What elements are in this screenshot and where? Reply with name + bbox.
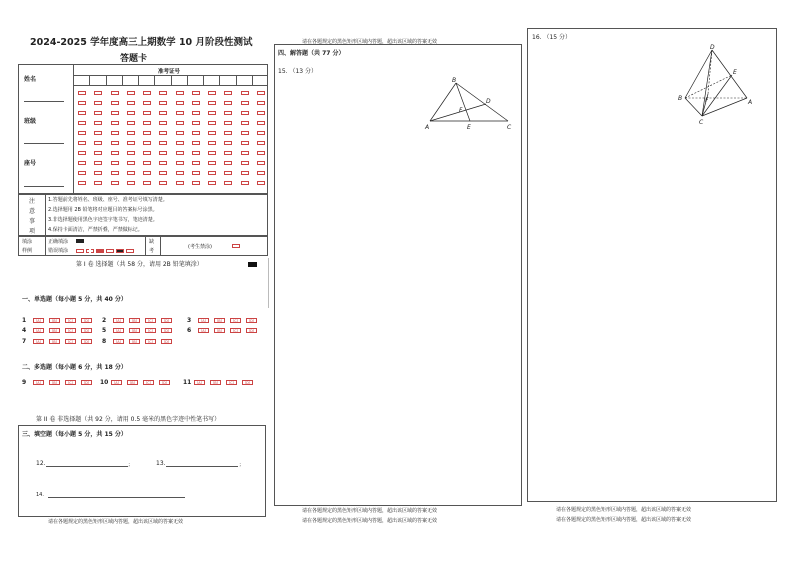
option-bubble-d[interactable]: [D]	[159, 380, 170, 385]
tetrahedron-figure-q16	[675, 42, 755, 127]
exam-digit-bubble[interactable]	[94, 111, 102, 115]
exam-digit-bubble[interactable]	[143, 181, 151, 185]
fill-in-box	[18, 425, 266, 517]
segment-be	[456, 83, 470, 121]
option-bubble-a[interactable]: [A]	[33, 318, 44, 323]
exam-digit-bubble[interactable]	[127, 171, 135, 175]
exam-digit-bubble[interactable]	[143, 151, 151, 155]
option-bubble-c[interactable]: [C]	[145, 339, 156, 344]
exam-digit-bubble[interactable]	[241, 161, 249, 165]
exam-digit-bubble[interactable]	[208, 181, 216, 185]
exam-digit-bubble[interactable]	[176, 91, 184, 95]
exam-digit-bubble[interactable]	[192, 131, 200, 135]
option-bubble-c[interactable]: [C]	[65, 380, 76, 385]
option-bubble-a[interactable]: [A]	[33, 339, 44, 344]
option-bubble-c[interactable]: [C]	[65, 339, 76, 344]
exam-digit-bubble[interactable]	[192, 171, 200, 175]
exam-digit-bubble[interactable]	[111, 151, 119, 155]
exam-digit-bubble[interactable]	[159, 91, 167, 95]
warning-text: 请在各题规定的黑色矩形区域内答题，超出该区域的答案无效	[302, 508, 438, 514]
q16-label: 16. （15 分）	[532, 34, 571, 41]
exam-digit-bubble[interactable]	[94, 131, 102, 135]
option-bubble-d[interactable]: [D]	[246, 328, 257, 333]
exam-digit-bubble[interactable]	[143, 101, 151, 105]
option-bubble-d[interactable]: [D]	[81, 380, 92, 385]
exam-digit-bubble[interactable]	[94, 141, 102, 145]
point-label: B	[678, 95, 683, 102]
exam-digit-bubble[interactable]	[159, 121, 167, 125]
wrong-fill-sample	[96, 249, 104, 253]
absent-bubble[interactable]	[232, 244, 240, 248]
exam-digit-bubble[interactable]	[208, 131, 216, 135]
exam-digit-bubble[interactable]	[176, 161, 184, 165]
exam-digit-bubble[interactable]	[241, 181, 249, 185]
option-bubble-b[interactable]: [B]	[214, 328, 225, 333]
option-bubble-a[interactable]: [A]	[113, 339, 124, 344]
option-bubble-b[interactable]: [B]	[127, 380, 138, 385]
exam-digit-bubble[interactable]	[257, 151, 265, 155]
exam-digit-bubble[interactable]	[224, 161, 232, 165]
exam-digit-bubble[interactable]	[224, 91, 232, 95]
correct-fill-sample	[76, 239, 84, 243]
option-bubble-c[interactable]: [C]	[143, 380, 154, 385]
option-bubble-a[interactable]: [A]	[33, 328, 44, 333]
exam-digit-bubble[interactable]	[208, 121, 216, 125]
exam-digit-bubble[interactable]	[176, 181, 184, 185]
q15-label: 15. （13 分）	[278, 68, 317, 75]
exam-digit-bubble[interactable]	[224, 111, 232, 115]
note-item: 1.答题前先将姓名、班级、座号、准考证号填写清楚。	[48, 197, 168, 203]
exam-digit-bubble[interactable]	[143, 91, 151, 95]
fill-in-heading: 三、填空题（每小题 5 分，共 15 分）	[22, 431, 127, 438]
exam-digit-bubble[interactable]	[78, 141, 86, 145]
exam-number-label: 准考证号	[158, 69, 181, 75]
exam-digit-bubble[interactable]	[111, 91, 119, 95]
exam-digit-bubble[interactable]	[176, 101, 184, 105]
exam-digit-bubble[interactable]	[241, 111, 249, 115]
exam-digit-bubble[interactable]	[78, 161, 86, 165]
option-bubble-a[interactable]: [A]	[194, 380, 205, 385]
point-label: C	[699, 119, 704, 126]
option-bubble-b[interactable]: [B]	[49, 380, 60, 385]
exam-digit-bubble[interactable]	[78, 101, 86, 105]
exam-digit-bubble[interactable]	[241, 131, 249, 135]
wrong-fill-sample	[106, 249, 114, 253]
correct-fill-label: 正确填涂	[48, 239, 69, 245]
q13-answer-line[interactable]	[166, 466, 238, 467]
exam-digit-bubble[interactable]	[127, 161, 135, 165]
exam-digit-bubble[interactable]	[257, 171, 265, 175]
exam-digit-bubble[interactable]	[94, 181, 102, 185]
point-label: C	[507, 124, 512, 131]
exam-digit-bubble[interactable]	[78, 111, 86, 115]
edge-bc	[685, 98, 702, 116]
point-label: D	[710, 44, 715, 51]
question-number: 1	[22, 317, 27, 324]
exam-digit-bubble[interactable]	[208, 151, 216, 155]
exam-digit-bubble[interactable]	[257, 101, 265, 105]
notes-side-4: 项	[29, 228, 36, 235]
option-bubble-d[interactable]: [D]	[161, 318, 172, 323]
option-bubble-b[interactable]: [B]	[129, 318, 140, 323]
exam-digit-bubble[interactable]	[111, 101, 119, 105]
exam-digit-bubble[interactable]	[159, 151, 167, 155]
option-bubble-a[interactable]: [A]	[113, 318, 124, 323]
option-bubble-b[interactable]: [B]	[49, 328, 60, 333]
exam-digit-bubble[interactable]	[111, 171, 119, 175]
option-bubble-c[interactable]: [C]	[226, 380, 237, 385]
q13-label: 13.	[156, 460, 166, 467]
exam-digit-bubble[interactable]	[111, 161, 119, 165]
exam-digit-bubble[interactable]	[94, 171, 102, 175]
option-bubble-c[interactable]: [C]	[230, 328, 241, 333]
option-bubble-b[interactable]: [B]	[49, 318, 60, 323]
exam-digit-bubble[interactable]	[127, 91, 135, 95]
option-bubble-a[interactable]: [A]	[198, 328, 209, 333]
note-item: 3.非选择题使用黑色字迹签字笔书写，笔迹清楚。	[48, 217, 158, 223]
option-bubble-b[interactable]: [B]	[210, 380, 221, 385]
exam-digit-bubble[interactable]	[192, 161, 200, 165]
exam-digit-bubble[interactable]	[241, 101, 249, 105]
exam-digit-bubble[interactable]	[143, 131, 151, 135]
q13-end-mark: ；	[239, 462, 245, 468]
q12-answer-line[interactable]	[46, 466, 128, 467]
segment-ad	[430, 104, 486, 121]
exam-digit-bubble[interactable]	[257, 141, 265, 145]
locator-mark	[248, 262, 257, 267]
exam-digit-bubble[interactable]	[159, 181, 167, 185]
q14-label: 14.	[36, 492, 44, 498]
edge-bc	[456, 83, 508, 121]
warning-text: 请在各题规定的黑色矩形区域内答题，超出该区域的答案无效	[556, 517, 692, 523]
point-label: B	[452, 77, 457, 84]
absent-label-2: 考	[149, 248, 155, 254]
edge-db	[685, 50, 712, 98]
exam-digit-bubble[interactable]	[94, 161, 102, 165]
exam-digit-bubble[interactable]	[111, 131, 119, 135]
option-bubble-c[interactable]: [C]	[65, 328, 76, 333]
exam-digit-bubble[interactable]	[208, 141, 216, 145]
exam-digit-bubble[interactable]	[192, 91, 200, 95]
seat-label: 座号	[24, 160, 37, 167]
question-number: 5	[102, 327, 107, 334]
option-bubble-a[interactable]: [A]	[198, 318, 209, 323]
option-bubble-a[interactable]: [A]	[33, 380, 44, 385]
edge-dc	[702, 50, 712, 116]
exam-digit-bubble[interactable]	[143, 161, 151, 165]
exam-grid-divider	[122, 75, 123, 85]
notes-side-3: 事	[29, 218, 36, 225]
exam-digit-bubble[interactable]	[143, 111, 151, 115]
exam-digit-bubble[interactable]	[257, 121, 265, 125]
exam-digit-bubble[interactable]	[192, 111, 200, 115]
warning-text: 请在各题规定的黑色矩形区域内答题，超出该区域的答案无效	[302, 39, 438, 45]
option-bubble-c[interactable]: [C]	[65, 318, 76, 323]
exam-digit-bubble[interactable]	[208, 161, 216, 165]
part2-heading: 第 II 卷 非选择题（共 92 分，请用 0.5 毫米的黑色字迹中性笔书写）	[36, 416, 221, 423]
exam-digit-bubble[interactable]	[224, 101, 232, 105]
option-bubble-a[interactable]: [A]	[113, 328, 124, 333]
exam-digit-bubble[interactable]	[78, 171, 86, 175]
absent-note: (考生禁涂)	[188, 244, 212, 250]
exam-digit-bubble[interactable]	[127, 121, 135, 125]
exam-digit-bubble[interactable]	[111, 111, 119, 115]
answer-sheet-subtitle: 答题卡	[120, 54, 148, 64]
exam-digit-bubble[interactable]	[143, 171, 151, 175]
q14-answer-line[interactable]	[48, 497, 185, 498]
exam-digit-bubble[interactable]	[241, 151, 249, 155]
part1-heading: 第 I 卷 选择题（共 58 分，请用 2B 铅笔填涂）	[76, 261, 203, 268]
exam-digit-bubble[interactable]	[159, 111, 167, 115]
exam-digit-bubble[interactable]	[78, 181, 86, 185]
point-label: F	[705, 97, 709, 104]
exam-digit-bubble[interactable]	[159, 171, 167, 175]
exam-grid-divider	[252, 75, 253, 85]
warning-text: 请在各题规定的黑色矩形区域内答题，超出该区域的答案无效	[556, 507, 692, 513]
option-bubble-d[interactable]: [D]	[81, 339, 92, 344]
exam-digit-bubble[interactable]	[94, 101, 102, 105]
exam-digit-bubble[interactable]	[94, 121, 102, 125]
option-bubble-b[interactable]: [B]	[129, 339, 140, 344]
question-number: 7	[22, 338, 27, 345]
class-field[interactable]	[24, 143, 64, 144]
exam-digit-bubble[interactable]	[127, 131, 135, 135]
wrong-fill-sample	[126, 249, 134, 253]
warning-text: 请在各题规定的黑色矩形区域内答题，超出该区域的答案无效	[302, 518, 438, 524]
exam-digit-bubble[interactable]	[208, 111, 216, 115]
point-label: E	[733, 69, 737, 76]
wrong-fill-sample	[116, 249, 124, 253]
class-label: 班级	[24, 118, 37, 125]
point-label: D	[486, 98, 491, 105]
solution-heading: 四、解答题（共 77 分）	[278, 50, 345, 57]
question-number: 3	[187, 317, 192, 324]
option-bubble-c[interactable]: [C]	[145, 318, 156, 323]
exam-digit-bubble[interactable]	[192, 141, 200, 145]
notes-side-2: 意	[29, 208, 36, 215]
exam-digit-bubble[interactable]	[241, 141, 249, 145]
exam-digit-bubble[interactable]	[111, 141, 119, 145]
exam-digit-bubble[interactable]	[111, 181, 119, 185]
wrong-fill-label: 错误填涂	[48, 248, 69, 254]
option-bubble-b[interactable]: [B]	[129, 328, 140, 333]
option-bubble-d[interactable]: [D]	[161, 328, 172, 333]
exam-digit-bubble[interactable]	[257, 111, 265, 115]
multi-choice-heading: 二、多选题（每小题 6 分，共 18 分）	[22, 364, 127, 371]
exam-digit-bubble[interactable]	[127, 181, 135, 185]
exam-digit-bubble[interactable]	[192, 151, 200, 155]
question-number: 6	[187, 327, 192, 334]
page-title: 2024-2025 学年度高三上期数学 10 月阶段性测试	[30, 37, 253, 48]
option-bubble-a[interactable]: [A]	[111, 380, 122, 385]
option-bubble-d[interactable]: [D]	[81, 318, 92, 323]
note-item: 2.选择题用 2B 铅笔将对应题目的答案标号涂黑。	[48, 207, 158, 213]
q12-end-mark: ；	[128, 462, 134, 468]
fill-example-label-1: 填涂	[22, 239, 33, 245]
option-bubble-d[interactable]: [D]	[81, 328, 92, 333]
exam-digit-bubble[interactable]	[192, 181, 200, 185]
exam-digit-bubble[interactable]	[257, 161, 265, 165]
exam-digit-bubble[interactable]	[224, 121, 232, 125]
option-bubble-b[interactable]: [B]	[214, 318, 225, 323]
exam-grid-divider	[236, 75, 237, 85]
exam-digit-bubble[interactable]	[224, 181, 232, 185]
exam-digit-bubble[interactable]	[78, 121, 86, 125]
exam-digit-bubble[interactable]	[192, 101, 200, 105]
exam-grid-divider	[219, 75, 220, 85]
exam-grid-divider	[203, 75, 204, 85]
exam-grid-divider	[106, 75, 107, 85]
point-label: A	[748, 99, 753, 106]
q12-label: 12.	[36, 460, 46, 467]
point-label: E	[467, 124, 471, 131]
exam-digit-bubble[interactable]	[127, 101, 135, 105]
exam-digit-bubble[interactable]	[257, 181, 265, 185]
option-bubble-d[interactable]: [D]	[242, 380, 253, 385]
question-number: 2	[102, 317, 107, 324]
exam-grid-divider	[138, 75, 139, 85]
exam-digit-bubble[interactable]	[159, 141, 167, 145]
absent-label-1: 缺	[149, 239, 155, 245]
option-bubble-c[interactable]: [C]	[230, 318, 241, 323]
exam-digit-bubble[interactable]	[94, 151, 102, 155]
exam-digit-bubble[interactable]	[127, 141, 135, 145]
exam-digit-bubble[interactable]	[176, 151, 184, 155]
exam-digit-bubble[interactable]	[224, 151, 232, 155]
fill-example-label-2: 样例	[22, 248, 33, 254]
question-number: 4	[22, 327, 27, 334]
exam-digit-bubble[interactable]	[176, 141, 184, 145]
notes-side-1: 注	[29, 198, 36, 205]
exam-digit-bubble[interactable]	[143, 121, 151, 125]
exam-digit-bubble[interactable]	[224, 171, 232, 175]
exam-digit-bubble[interactable]	[94, 91, 102, 95]
exam-digit-bubble[interactable]	[111, 121, 119, 125]
exam-digit-bubble[interactable]	[127, 111, 135, 115]
exam-digit-bubble[interactable]	[143, 141, 151, 145]
wrong-fill-sample	[76, 249, 84, 253]
exam-digit-bubble[interactable]	[159, 131, 167, 135]
exam-grid-divider	[154, 75, 155, 85]
exam-digit-bubble[interactable]	[224, 131, 232, 135]
exam-digit-bubble[interactable]	[176, 121, 184, 125]
point-label: F	[459, 107, 463, 114]
question-number: 11	[183, 379, 192, 386]
note-item: 4.保持卡面清洁，严禁折叠，严禁做标记。	[48, 227, 143, 233]
exam-digit-bubble[interactable]	[224, 141, 232, 145]
exam-digit-bubble[interactable]	[257, 131, 265, 135]
question-number: 9	[22, 379, 27, 386]
triangle-figure-q15	[420, 75, 520, 135]
exam-digit-bubble[interactable]	[78, 131, 86, 135]
name-field[interactable]	[24, 101, 64, 102]
question-number: 8	[102, 338, 107, 345]
edge-ab	[430, 83, 456, 121]
exam-grid-divider	[89, 75, 90, 85]
exam-digit-bubble[interactable]	[176, 171, 184, 175]
seat-field[interactable]	[24, 186, 64, 187]
exam-digit-bubble[interactable]	[159, 101, 167, 105]
exam-digit-bubble[interactable]	[159, 161, 167, 165]
option-bubble-d[interactable]: [D]	[161, 339, 172, 344]
exam-digit-bubble[interactable]	[257, 91, 265, 95]
exam-digit-bubble[interactable]	[241, 91, 249, 95]
edge-da	[712, 50, 747, 98]
exam-digit-bubble[interactable]	[176, 131, 184, 135]
exam-digit-bubble[interactable]	[241, 171, 249, 175]
point-label: A	[425, 124, 430, 131]
exam-grid-divider	[187, 75, 188, 85]
option-bubble-d[interactable]: [D]	[246, 318, 257, 323]
wrong-fill-sample	[86, 249, 94, 253]
question-number: 10	[100, 379, 109, 386]
exam-digit-bubble[interactable]	[127, 151, 135, 155]
exam-grid-divider	[171, 75, 172, 85]
exam-digit-bubble[interactable]	[176, 111, 184, 115]
exam-digit-bubble[interactable]	[208, 91, 216, 95]
option-bubble-c[interactable]: [C]	[145, 328, 156, 333]
exam-digit-bubble[interactable]	[78, 91, 86, 95]
single-choice-heading: 一、单选题（每小题 5 分，共 40 分）	[22, 296, 127, 303]
exam-digit-bubble[interactable]	[192, 121, 200, 125]
exam-digit-bubble[interactable]	[78, 151, 86, 155]
exam-digit-bubble[interactable]	[208, 171, 216, 175]
option-bubble-b[interactable]: [B]	[49, 339, 60, 344]
exam-digit-bubble[interactable]	[208, 101, 216, 105]
name-label: 姓名	[24, 76, 37, 83]
warning-text: 请在各题规定的黑色矩形区域内答题，超出该区域的答案无效	[48, 519, 184, 525]
exam-digit-bubble[interactable]	[241, 121, 249, 125]
